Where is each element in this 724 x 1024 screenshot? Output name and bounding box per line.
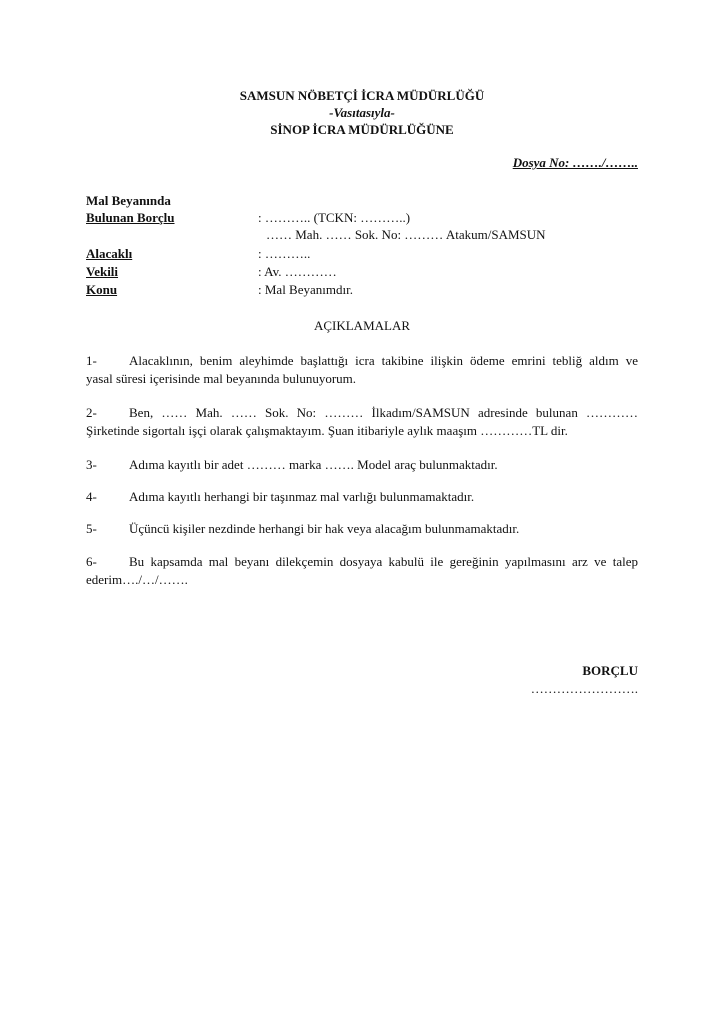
item-number: 6- xyxy=(86,554,97,569)
item-text-line-2: Şirketinde sigortalı işçi olarak çalışmaktayım. Şuan itibariyle aylık maaşım …………TL dir. xyxy=(86,423,568,438)
borclu-address: …… Mah. …… Sok. No: ……… Atakum/SAMSUN xyxy=(266,227,546,242)
alacakli-row xyxy=(86,246,586,262)
borclu-label: Bulunan Borçlu xyxy=(86,210,175,225)
alacakli-label: Alacaklı xyxy=(86,246,133,261)
item-text-line-2: yasal süresi içerisinde mal beyanında bulunuyorum. xyxy=(86,371,357,386)
list-item xyxy=(86,404,638,440)
vekili-row xyxy=(86,264,586,280)
vekili-value: : Av. ………… xyxy=(258,264,337,279)
konu-row xyxy=(86,282,586,298)
signature-line: ……………………. xyxy=(530,681,638,696)
item-text-line-1: Üçüncü kişiler nezdinde herhangi bir hak veya alacağım bulunmamaktadır. xyxy=(129,521,520,536)
list-item xyxy=(86,352,638,388)
item-number: 2- xyxy=(86,405,97,420)
item-number: 4- xyxy=(86,489,97,504)
header-line-3: SİNOP İCRA MÜDÜRLÜĞÜNE xyxy=(270,122,454,137)
list-item xyxy=(86,456,638,474)
dosya-no: Dosya No: ……./…….. xyxy=(512,155,638,170)
item-text-line-1: Adıma kayıtlı bir adet ……… marka ……. Model araç bulunmaktadır. xyxy=(129,457,498,472)
item-text-line-1: Bu kapsamda mal beyanı dilekçemin dosyaya kabulü ile gereğinin yapılmasını arz ve talep xyxy=(129,554,638,569)
list-item xyxy=(86,488,638,506)
item-text-line-1: Ben, …… Mah. …… Sok. No: ……… İlkadım/SAMSUN adresinde bulunan ………… xyxy=(129,405,638,420)
borclu-row xyxy=(86,210,586,226)
section-title: AÇIKLAMALAR xyxy=(313,318,411,333)
item-text-line-1: Alacaklının, benim aleyhimde başlattığı icra takibine ilişkin ödeme emrini tebliğ aldım ve xyxy=(129,353,638,368)
konu-value: : Mal Beyanımdır. xyxy=(258,282,353,297)
item-number: 5- xyxy=(86,521,97,536)
vekili-label: Vekili xyxy=(86,264,119,279)
borclu-value: : ……….. (TCKN: ………..) xyxy=(258,210,411,225)
list-item xyxy=(86,553,638,589)
alacakli-value: : ……….. xyxy=(258,246,311,261)
header-line-2: -Vasıtasıyla- xyxy=(329,105,395,120)
item-text-line-2: ederim…./…/……. xyxy=(86,572,188,587)
header-line-1: SAMSUN NÖBETÇİ İCRA MÜDÜRLÜĞÜ xyxy=(239,88,485,103)
item-number: 3- xyxy=(86,457,97,472)
signature-title: BORÇLU xyxy=(582,663,638,678)
item-text-line-1: Adıma kayıtlı herhangi bir taşınmaz mal varlığı bulunmamaktadır. xyxy=(129,489,475,504)
item-number: 1- xyxy=(86,353,97,368)
list-item xyxy=(86,520,638,538)
konu-label: Konu xyxy=(86,282,118,297)
parties-intro: Mal Beyanında xyxy=(86,193,171,208)
